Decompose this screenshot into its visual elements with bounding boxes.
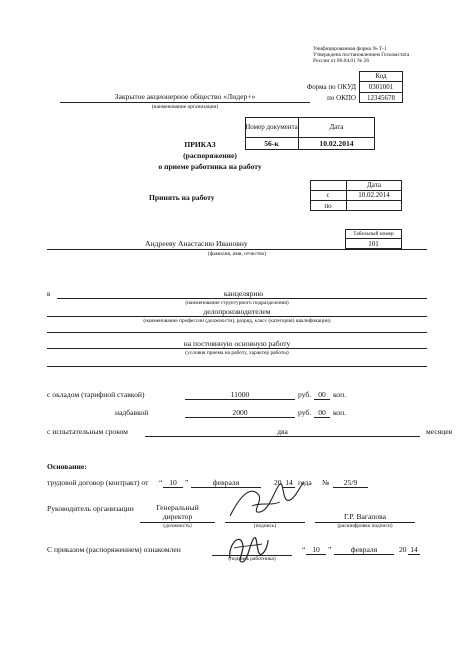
order-date: 10.02.2014	[319, 139, 354, 148]
employee-sign-caption: (подпись работника)	[228, 556, 276, 562]
conditions-caption: (условия приема на работу, характер работы)	[185, 350, 289, 356]
salary-label: с окладом (тарифной ставкой)	[47, 390, 145, 399]
head-position-line1: Генеральный	[156, 503, 199, 512]
department: канцелярию	[223, 289, 264, 298]
bonus-kop-label: коп.	[333, 408, 347, 417]
name-caption: (расшифровка подписи)	[337, 523, 393, 529]
sign-caption: (подпись)	[253, 523, 277, 529]
contract-number-label: №	[322, 478, 330, 487]
profession: делопроизводителем	[203, 307, 271, 316]
position-caption: (должность)	[163, 523, 192, 529]
okpo-value: 12345678	[367, 93, 395, 102]
form-approval-date: России от 06.04.01 № 26	[313, 58, 370, 64]
organization-name: Закрытое акционерное общество «Лидер+»	[114, 92, 256, 101]
acquaint-year-prefix: 20	[399, 545, 407, 554]
acquaint-month: февраля	[350, 545, 378, 554]
salary-kop-label: коп.	[333, 390, 347, 399]
bonus-label: надбавкой	[115, 408, 149, 417]
probation-unit: месяцев	[426, 427, 453, 436]
work-conditions: на постоянную основную работу	[183, 339, 291, 348]
acquaint-day: 10	[312, 545, 320, 554]
hire-from-date: 10.02.2014	[358, 191, 390, 199]
head-name: Г.Р. Вагапова	[343, 512, 387, 521]
order-title: ПРИКАЗ	[184, 140, 216, 149]
department-caption: (наименование структурного подразделения)	[185, 300, 289, 306]
bonus-rub-label: руб.	[298, 408, 312, 417]
salary-rub-label: руб.	[298, 390, 312, 399]
order-purpose: о приеме работника на работу	[158, 162, 262, 171]
employee-name: Андрееву Анастасию Ивановну	[145, 239, 248, 248]
okud-label: Форма по ОКУД	[306, 83, 356, 91]
salary-kop: 00	[318, 390, 326, 399]
hire-label: Принять на работу	[149, 193, 215, 202]
bonus-kop: 00	[318, 408, 326, 417]
tab-number: 101	[368, 239, 379, 248]
profession-caption: (наименование профессии (должности), разряд, класс (категория) квалификации)	[143, 318, 331, 324]
probation-value: два	[277, 427, 288, 436]
contract-month: февраля	[212, 478, 240, 487]
organization-caption: (наименование организации)	[151, 104, 219, 110]
order-date-header: Дата	[329, 123, 344, 131]
bonus-rub: 2000	[232, 408, 248, 417]
contract-label: трудовой договор (контракт) от	[47, 478, 149, 487]
director-signature-mark	[220, 476, 310, 526]
form-approval: Утверждена постановлением Госкомстата	[313, 52, 410, 58]
hire-to-label: по	[324, 201, 332, 210]
contract-day: 10	[169, 478, 177, 487]
okpo-label: по ОКПО	[327, 94, 356, 102]
employee-signature-mark	[222, 528, 272, 568]
contract-year-suffix: года	[298, 478, 312, 487]
order-subtitle: (распоряжение)	[183, 151, 237, 160]
salary-rub: 11000	[230, 390, 250, 399]
form-title: Унифицированная форма № Т-1	[313, 46, 387, 52]
order-number: 56-к	[264, 139, 279, 148]
employee-caption: (фамилия, имя, отчество)	[207, 251, 267, 257]
hire-date-header: Дата	[367, 181, 381, 189]
hire-to-date	[346, 200, 402, 211]
acquaint-label: С приказом (распоряжением) ознакомлен	[47, 545, 181, 554]
head-position-line2: директор	[162, 512, 193, 521]
probation-label: с испытательным сроком	[47, 427, 128, 436]
contract-number: 25/9	[343, 478, 358, 487]
codes-header: Код	[375, 72, 387, 80]
contract-year: 14	[285, 478, 293, 487]
okud-value: 0301001	[368, 82, 394, 91]
contract-year-prefix: 20	[274, 478, 282, 487]
order-number-header: Номер документа	[245, 123, 298, 131]
tab-number-header: Табельный номер	[353, 230, 394, 237]
basis-heading: Основание:	[47, 462, 87, 471]
acquaint-year: 14	[410, 545, 418, 554]
head-label: Руководитель организации	[47, 504, 134, 513]
hire-from-label: с	[326, 191, 330, 199]
in-label: в	[47, 290, 51, 298]
